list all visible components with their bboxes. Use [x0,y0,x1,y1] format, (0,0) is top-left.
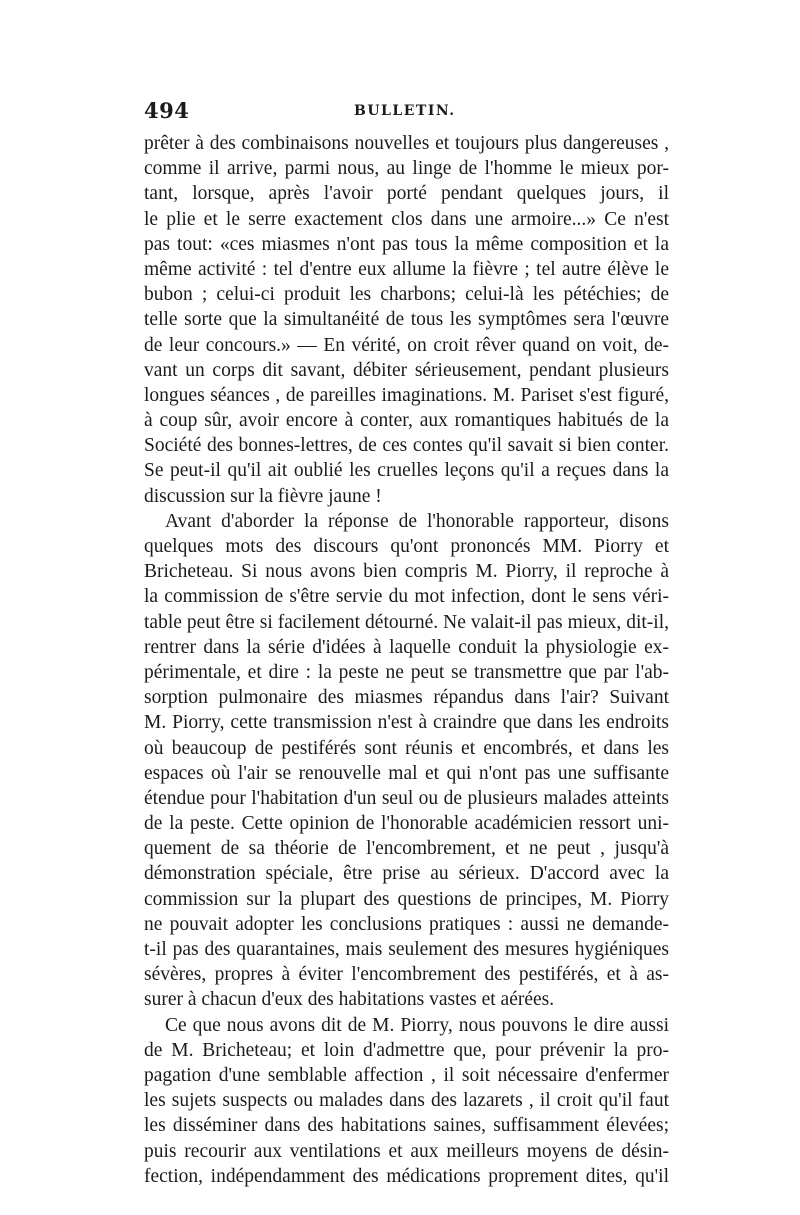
page-number: 494 [144,98,190,123]
text-line: sévères, propres à éviter l'encombrement des pestiférés, et à as- [144,964,669,986]
text-line: sorption pulmonaire des miasmes répandus dans l'air? Suivant [144,687,669,709]
text-line: Se peut-il qu'il ait oublié les cruelles leçons qu'il a reçues dans la [144,460,669,482]
text-line: où beaucoup de pestiférés sont réunis et encombrés, et dans les [144,737,669,759]
text-line: Bricheteau. Si nous avons bien compris M. Piorry, il reproche à [144,561,669,583]
text-line: à coup sûr, avoir encore à conter, aux romantiques habitués de la [144,410,669,432]
text-line: étendue pour l'habitation d'un seul ou de plusieurs malades atteints [144,787,669,809]
text-line: pas tout: «ces miasmes n'ont pas tous la même composition et la [144,233,669,255]
running-head: BULLETIN. [354,103,456,119]
text-line: puis recourir aux ventilations et aux meilleurs moyens de désin- [144,1140,669,1162]
text-line: pagation d'une semblable affection , il soit nécessaire d'enfermer [144,1064,669,1086]
text-line: prêter à des combinaisons nouvelles et toujours plus dangereuses , [144,133,669,154]
text-line: commission sur la plupart des questions de principes, M. Piorry [144,888,669,910]
text-line: démonstration spéciale, être prise au sérieux. D'accord avec la [144,863,669,885]
text-line: de la peste. Cette opinion de l'honorable académicien ressort uni- [144,813,669,835]
text-line: table peut être si facilement détourné. Ne valait-il pas mieux, dit-il, [144,611,669,633]
text-line: Avant d'aborder la réponse de l'honorable rapporteur, disons [165,510,669,532]
text-line: périmentale, et dire : la peste ne peut se transmettre que par l'ab- [144,661,669,683]
text-line: quement de sa théorie de l'encombrement, et ne peut , jusqu'à [144,838,669,860]
text-line: quelques mots des discours qu'ont prononcés MM. Piorry et [144,536,669,557]
text-line: fection, indépendamment des médications proprement dites, qu'il [144,1165,669,1187]
body-text [144,131,669,1189]
text-line: telle sorte que la simultanéité de tous les symptômes sera l'œuvre [144,309,669,331]
text-line: de leur concours.» — En vérité, on croit rêver quand on voit, de- [144,334,669,356]
text-line: ne pouvait adopter les conclusions pratiques : aussi ne demande- [144,913,669,935]
text-line: comme il arrive, parmi nous, au linge de l'homme le mieux por- [144,158,669,180]
text-line: même activité : tel d'entre eux allume la fièvre ; tel autre élève le [144,258,669,280]
text-line: de M. Bricheteau; et loin d'admettre que, pour prévenir la pro- [144,1039,669,1061]
text-line: longues séances , de pareilles imaginations. M. Pariset s'est figuré, [144,384,669,406]
text-line: M. Piorry, cette transmission n'est à craindre que dans les endroits [144,712,669,734]
text-line: discussion sur la fièvre jaune ! [144,485,382,507]
text-line: la commission de s'être servie du mot infection, dont le sens véri- [144,586,669,608]
text-line: Société des bonnes-lettres, de ces contes qu'il savait si bien conter. [144,435,669,457]
text-line: bubon ; celui-ci produit les charbons; celui-là les pétéchies; de [144,284,669,306]
text-line: rentrer dans la série d'idées à laquelle conduit la physiologie ex- [144,636,669,658]
text-line: vant un corps dit savant, débiter sérieusement, pendant plusieurs [144,359,669,381]
text-line: Ce que nous avons dit de M. Piorry, nous pouvons le dire aussi [165,1014,669,1036]
text-line: tant, lorsque, après l'avoir porté pendant quelques jours, il [144,183,669,205]
page-header [144,98,669,128]
text-line: le plie et le serre exactement clos dans une armoire...» Ce n'est [144,208,669,230]
text-line: t-il pas des quarantaines, mais seulement des mesures hygiéniques [144,939,669,960]
text-line: les sujets suspects ou malades dans des lazarets , il croit qu'il faut [144,1090,669,1112]
text-line: surer à chacun d'eux des habitations vastes et aérées. [144,989,555,1011]
text-line: espaces où l'air se renouvelle mal et qui n'ont pas une suffisante [144,762,669,784]
text-line: les disséminer dans des habitations saines, suffisamment élevées; [144,1115,669,1137]
